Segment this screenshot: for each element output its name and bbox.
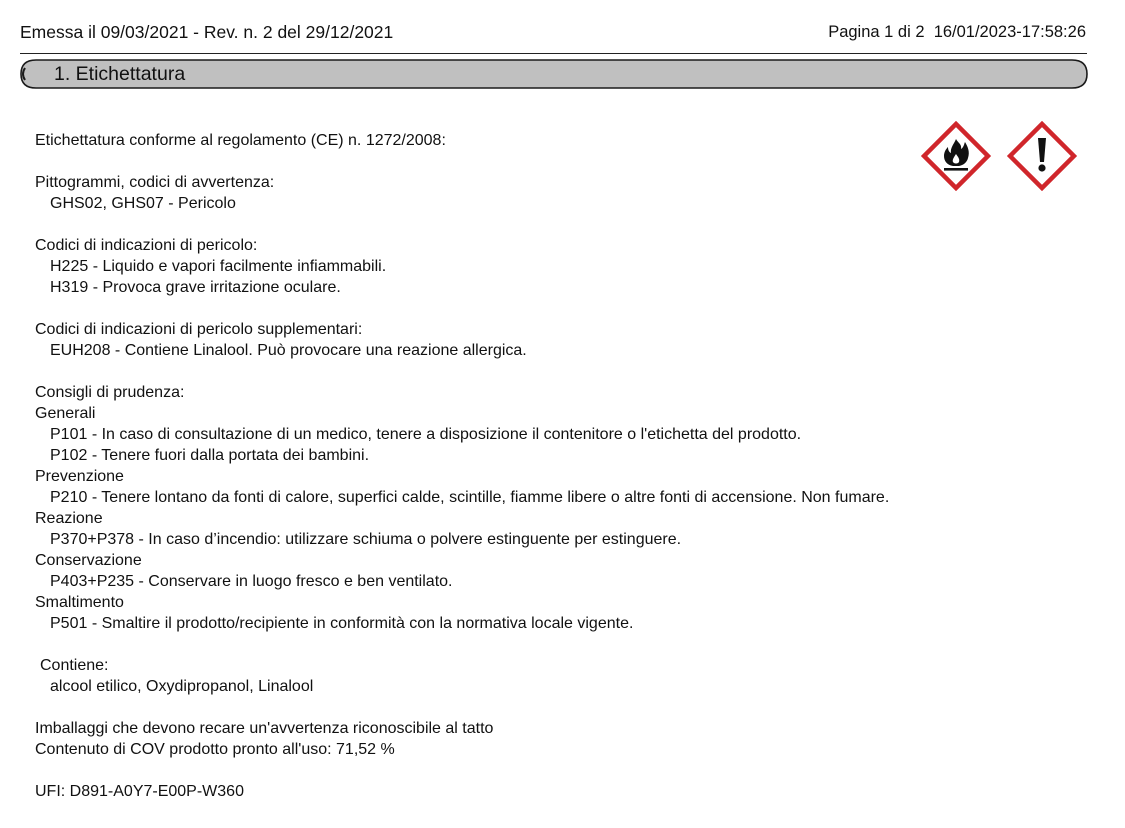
precautionary-group-heading: Smaltimento	[35, 594, 124, 611]
hazard-statement: H225 - Liquido e vapori facilmente infiammabili.	[50, 258, 387, 275]
precautionary-group-heading: Reazione	[35, 510, 103, 527]
pictograms-label: Pittogrammi, codici di avvertenza:	[35, 174, 275, 191]
precautionary-statement: P403+P235 - Conservare in luogo fresco e ben ventilato.	[50, 573, 453, 590]
precautionary-statement: P210 - Tenere lontano da fonti di calore, superfici calde, scintille, fiamme libere o altre fonti di accensione. Non fumare.	[50, 489, 890, 506]
section-title: 1. Etichettatura	[54, 63, 186, 85]
exclamation-icon	[1007, 121, 1077, 191]
pictograms-value: GHS02, GHS07 - Pericolo	[50, 195, 236, 212]
labelling-content	[35, 130, 889, 802]
supplementary-label: Codici di indicazioni di pericolo supplementari:	[35, 321, 363, 338]
flame-icon	[921, 121, 991, 191]
hazard-statement: H319 - Provoca grave irritazione oculare.	[50, 279, 341, 296]
print-timestamp: 16/01/2023-17:58:26	[933, 23, 1086, 41]
precautionary-group-heading: Prevenzione	[35, 468, 124, 485]
page-info	[828, 21, 1086, 43]
precautionary-statement: P501 - Smaltire il prodotto/recipiente in conformità con la normativa locale vigente.	[50, 615, 634, 632]
regulation-text: Etichettatura conforme al regolamento (CE) n. 1272/2008:	[35, 132, 446, 149]
contains-value: alcool etilico, Oxydipropanol, Linalool	[50, 678, 314, 695]
section-header-band	[20, 59, 1088, 89]
precautionary-group-heading: Generali	[35, 405, 96, 422]
tactile-warning-text: Imballaggi che devono recare un'avvertenza riconoscibile al tatto	[35, 720, 494, 737]
voc-content-text: Contenuto di COV prodotto pronto all'uso: 71,52 %	[35, 741, 395, 758]
precautionary-statement: P101 - In caso di consultazione di un medico, tenere a disposizione il contenitore o l'etichetta del prodotto.	[50, 426, 802, 443]
ufi-code: UFI: D891-A0Y7-E00P-W360	[35, 783, 244, 800]
ghs02-pictogram	[921, 121, 991, 196]
precautionary-statement: P102 - Tenere fuori dalla portata dei bambini.	[50, 447, 370, 464]
contains-label: Contiene:	[40, 657, 109, 674]
precautionary-statement: P370+P378 - In caso d’incendio: utilizzare schiuma o polvere estinguente per estinguere.	[50, 531, 682, 548]
hazard-statements-label: Codici di indicazioni di pericolo:	[35, 237, 258, 254]
supplementary-statement: EUH208 - Contiene Linalool. Può provocare una reazione allergica.	[50, 342, 527, 359]
ghs07-pictogram	[1007, 121, 1077, 196]
issue-revision-info: Emessa il 09/03/2021 - Rev. n. 2 del 29/12/2021	[20, 22, 394, 42]
precautionary-group-heading: Conservazione	[35, 552, 142, 569]
page-number: Pagina 1 di 2	[828, 23, 925, 41]
header-divider	[20, 53, 1087, 54]
precautionary-label: Consigli di prudenza:	[35, 384, 185, 401]
